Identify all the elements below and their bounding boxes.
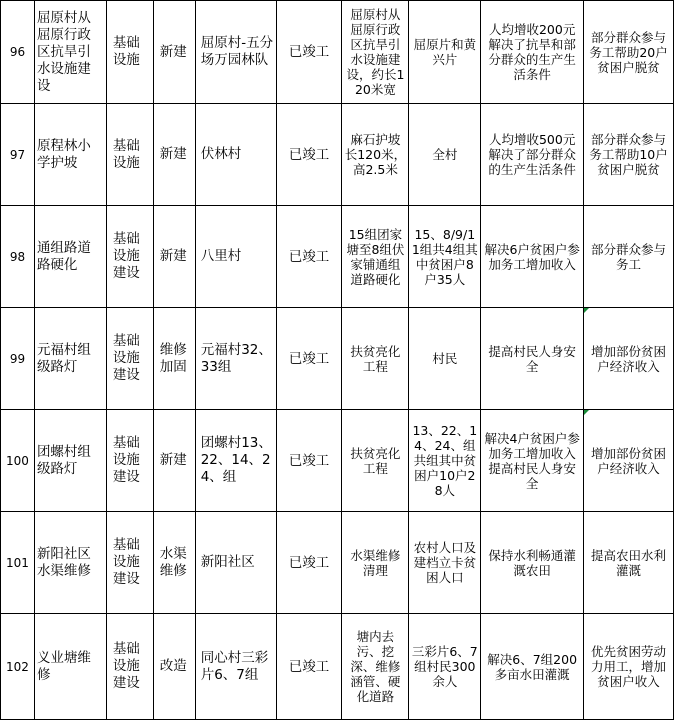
project-type-cell: 基础设施建设 [106,512,153,614]
table-row [1,206,674,308]
construction-nature-cell: 水渠维修 [153,512,195,614]
row-number-cell: 100 [1,410,35,512]
beneficiaries-cell: 农村人口及建档立卡贫困人口 [409,512,481,614]
project-type-cell: 基础设施建设 [106,308,153,410]
project-status-cell: 已竣工 [276,512,342,614]
beneficiaries-cell: 村民 [409,308,481,410]
benefit-mechanism-cell: 部分群众参与务工帮助20户贫困户脱贫 [584,1,674,104]
project-location-cell: 元福村32、33组 [195,308,276,410]
project-status-cell: 已竣工 [276,206,342,308]
construction-content-cell: 扶贫亮化工程 [342,308,409,410]
construction-nature-cell: 新建 [153,410,195,512]
project-location-cell: 伏林村 [195,104,276,206]
table-row [1,1,674,104]
table-row [1,308,674,410]
project-type-cell: 基础设施 [106,104,153,206]
project-name-cell: 新阳社区水渠维修 [34,512,106,614]
construction-nature-cell: 改造 [153,614,195,720]
benefit-mechanism-cell: 部分群众参与务工帮助10户贫困户脱贫 [584,104,674,206]
beneficiaries-cell: 全村 [409,104,481,206]
project-type-cell: 基础设施建设 [106,614,153,720]
beneficiaries-cell: 屈原片和黄兴片 [409,1,481,104]
beneficiaries-cell: 13、22、14、24、组共组其中贫困户10户28人 [409,410,481,512]
project-name-cell: 通组路道路硬化 [34,206,106,308]
project-location-cell: 屈原村-五分场万园林队 [195,1,276,104]
benefit-mechanism-cell: 部分群众参与务工 [584,206,674,308]
project-status-cell: 已竣工 [276,308,342,410]
benefit-effect-cell: 人均增收200元解决了抗旱和部分群众的生产生活条件 [481,1,584,104]
row-number-cell: 102 [1,614,35,720]
construction-content-cell: 屈原村从屈原行政区抗旱引水设施建设，约长120米宽 [342,1,409,104]
project-type-cell: 基础设施建设 [106,206,153,308]
benefit-effect-cell: 解决4户贫困户参加务工增加收入提高村民人身安全 [481,410,584,512]
project-status-cell: 已竣工 [276,614,342,720]
benefit-effect-cell: 保持水利畅通灌溉农田 [481,512,584,614]
benefit-effect-cell: 解决6户贫困户参加务工增加收入 [481,206,584,308]
beneficiaries-cell: 三彩片6、7组村民300余人 [409,614,481,720]
project-status-cell: 已竣工 [276,104,342,206]
project-type-cell: 基础设施建设 [106,410,153,512]
project-location-cell: 同心村三彩片6、7组 [195,614,276,720]
table-row [1,410,674,512]
project-name-cell: 团螺村组级路灯 [34,410,106,512]
construction-content-cell: 15组团家塘至8组伏家铺通组道路硬化 [342,206,409,308]
row-number-cell: 98 [1,206,35,308]
row-number-cell: 97 [1,104,35,206]
construction-nature-cell: 新建 [153,206,195,308]
table-row [1,512,674,614]
construction-nature-cell: 新建 [153,104,195,206]
project-name-cell: 元福村组级路灯 [34,308,106,410]
project-status-cell: 已竣工 [276,410,342,512]
project-name-cell: 义业塘维修 [34,614,106,720]
construction-content-cell: 扶贫亮化工程 [342,410,409,512]
benefit-mechanism-cell: 增加部份贫困户经济收入 [584,308,674,410]
benefit-effect-cell: 解决6、7组200多亩水田灌溉 [481,614,584,720]
row-number-cell: 96 [1,1,35,104]
table-row [1,104,674,206]
table-row [1,614,674,720]
construction-content-cell: 水渠维修清理 [342,512,409,614]
project-location-cell: 团螺村13、22、14、24、组 [195,410,276,512]
project-location-cell: 新阳社区 [195,512,276,614]
construction-nature-cell: 新建 [153,1,195,104]
benefit-mechanism-cell: 增加部份贫困户经济收入 [584,410,674,512]
project-location-cell: 八里村 [195,206,276,308]
construction-content-cell: 塘内去污、挖深、维修涵管、硬化道路 [342,614,409,720]
construction-nature-cell: 维修加固 [153,308,195,410]
benefit-effect-cell: 人均增收500元解决了部分群众的生产生活条件 [481,104,584,206]
project-status-cell: 已竣工 [276,1,342,104]
benefit-mechanism-cell: 优先贫困劳动力用工，增加贫困户收入 [584,614,674,720]
project-name-cell: 原程林小学护坡 [34,104,106,206]
benefit-mechanism-cell: 提高农田水利灌溉 [584,512,674,614]
beneficiaries-cell: 15、8/9/11组共4组其中贫困户8户35人 [409,206,481,308]
benefit-effect-cell: 提高村民人身安全 [481,308,584,410]
project-type-cell: 基础设施 [106,1,153,104]
project-name-cell: 屈原村从屈原行政区抗旱引水设施建设 [34,1,106,104]
row-number-cell: 101 [1,512,35,614]
construction-content-cell: 麻石护坡长120米，高2.5米 [342,104,409,206]
row-number-cell: 99 [1,308,35,410]
